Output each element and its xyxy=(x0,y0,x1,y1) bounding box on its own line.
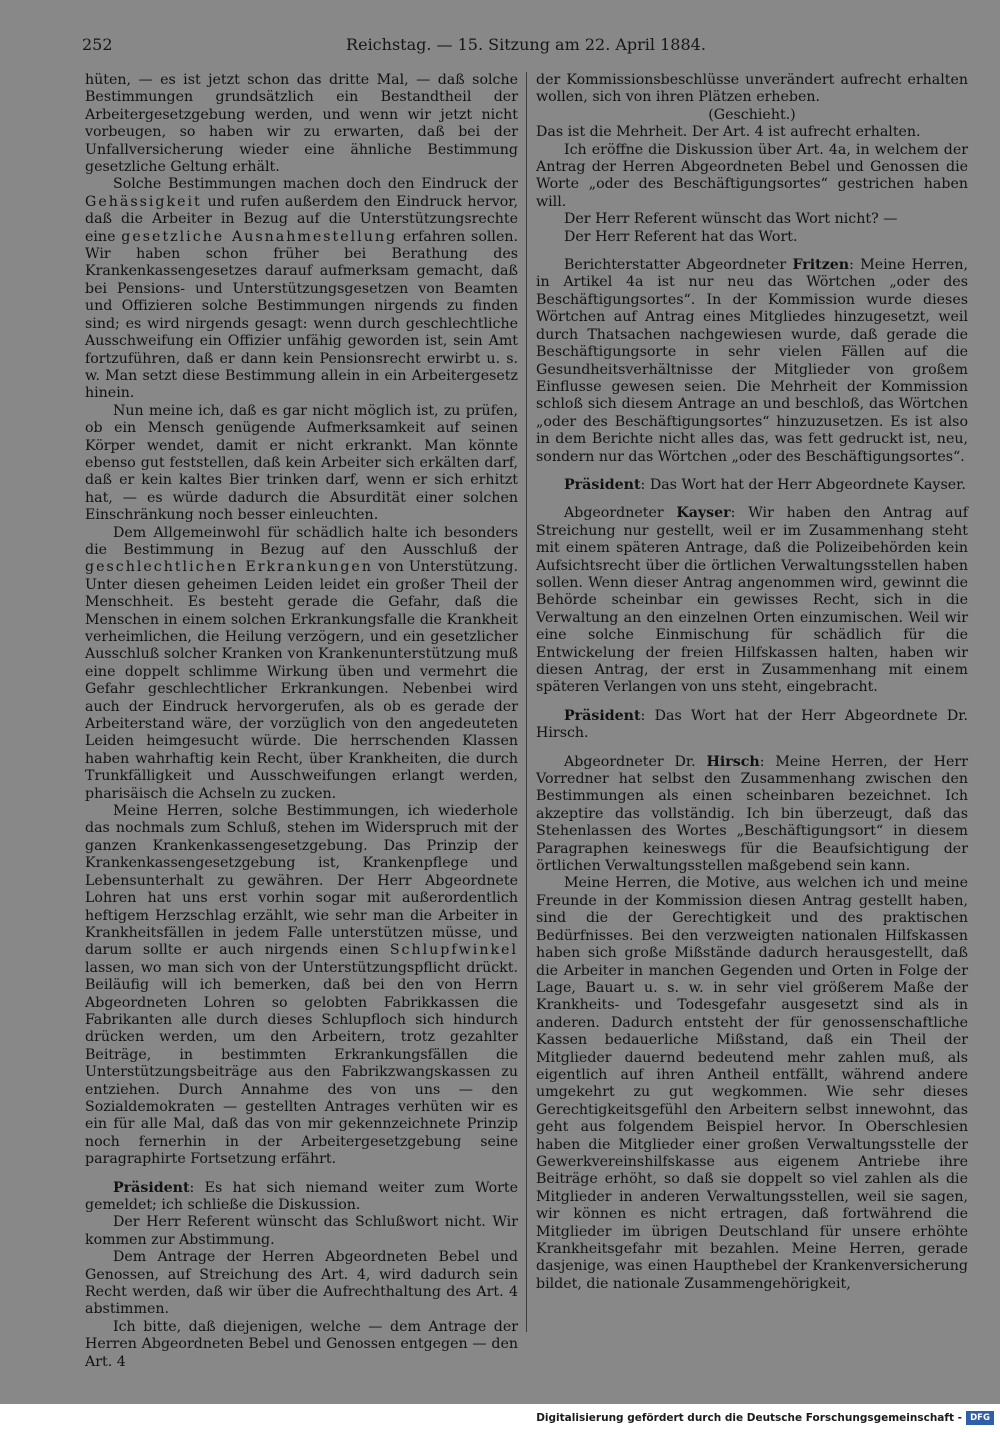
text-run: : Das Wort hat der Herr Abgeordnete Kayser. xyxy=(640,476,966,493)
paragraph: Dem Antrage der Herren Abgeordneten Bebel und Genossen, auf Streichung des Art. 4, wird dadurch sein Recht werden, daß wir über die Aufrechthaltung des Art. 4 abstimmen. xyxy=(85,1249,518,1318)
text-run: Abgeordneter xyxy=(564,505,677,522)
paragraph xyxy=(536,505,968,696)
text-run: von Unterstützung. Unter diesen geheimen Leiden leidet ein großer Theil der Menschheit. Es besteht gerade die Gefahr, daß die Menschen in einem solchen Erkrankungsfalle die Krankheit verheimlichen, die Heilung verzögern, und ein gesetzlicher Ausschluß solcher Kranken von Krankenunterstützung muß eine doppelt schlimme Wirkung üben und vermehrt die Gefahr geschlechtlicher Erkrankungen. Nebenbei wird auch der Eindruck hervorgerufen, als ob es gerade der Arbeiterstand wäre, der vorzüglich von den angedeuteten Leiden heimgesucht würde. Die herrschenden Klassen haben wahrhaftig kein Recht, über Krankheiten, die durch Trunkfälligkeit und Ausschweifungen erlangt werden, pharisäisch die Achseln zu zucken. xyxy=(85,559,518,802)
text-run: Solche Bestimmungen machen doch den Eindruck der xyxy=(113,176,518,193)
speaker-name: Präsident xyxy=(564,707,641,724)
text-run: lassen, wo man sich von der Unterstützungspflicht drückt. Beiläufig will ich bemerken, daß bei den von Herrn Abgeordneten Lohren so gelobten Fabrikkassen die Fabrikanten alle durch dieses Schlupfloch sich hindurch drücken werden, um den Arbeitern, trotz gezahlter Beiträge, in bestimmten Erkrankungsfällen die Unterstützungsbeiträge aus den Fabrikzwangskassen zu entziehen. Durch Annahme des von uns — den Sozialdemokraten — gestellten Antrages verhüten wir es ein für alle Mal, daß das von mir gekennzeichnete Prinzip noch fernerhin in der Arbeitergesetzgebung seine paragraphirte Fortsetzung erfährt. xyxy=(85,959,518,1168)
text-run: und rufen außerdem den Eindruck hervor, daß die Arbeiter in Bezug auf die Unterstützungsrechte eine xyxy=(85,193,518,245)
text-run: : Meine Herren, der Herr Vorredner hat selbst den Zusammenhang zwischen den Bestimmungen als einen scheinbaren bezeichnet. Ich akzeptire das vollständig. Ich bin überzeugt, daß das Stehenlassen des Wortes „Beschäftigungsort“ in diesem Paragraphen keineswegs für die Beaufsichtigung der örtlichen Verwaltungsstellen maßgebend sein kann. xyxy=(536,753,968,875)
text-run: Abgeordneter Dr. xyxy=(564,753,707,770)
dfg-logo: DFG xyxy=(966,1411,994,1425)
paragraph xyxy=(85,525,518,804)
spaced-emphasis: geschlechtlichen Erkrankungen xyxy=(85,559,373,576)
paragraph xyxy=(536,708,968,743)
stage-direction: (Geschieht.) xyxy=(708,106,796,123)
paragraph xyxy=(536,754,968,876)
paragraph: Das ist die Mehrheit. Der Art. 4 ist aufrecht erhalten. xyxy=(536,124,921,141)
paragraph: Der Herr Referent wünscht das Schlußwort nicht. Wir kommen zur Abstimmung. xyxy=(85,1214,518,1248)
text-run: : Wir haben den Antrag auf Streichung nur gestellt, weil er im Zusammenhang steht mit einem späteren Antrage, daß die Polizeibehörden kein Aufsichtsrecht über die örtlichen Verwaltungsstellen haben sollen. Wenn dieser Antrag angenommen wird, gewinnt die Behörde scheinbar ein gewisses Recht, sich in die Verwaltung an den einzelnen Orten einzumischen. Weil wir eine solche Einmischung für schädlich für die Entwickelung der freien Hilfskassen halten, haben wir diesen Antrag, der erst in Zusammenhang mit einem späteren Verlangen von uns steht, eingebracht. xyxy=(536,505,968,696)
paragraph: hüten, — es ist jetzt schon das dritte Mal, — daß solche Bestimmungen grundsätzlich ein Bestandtheil der Arbeitergesetzgebung werden, und wenn wir jetzt nicht vorbeugen, so haben wir zu erwarten, daß bei der Unfallversicherung wieder eine ähnliche Bestimmung gesetzliche Geltung erhält. xyxy=(85,72,518,176)
paragraph: Der Herr Referent hat das Wort. xyxy=(564,228,798,245)
page-number: 252 xyxy=(82,35,113,54)
text-run: : Es hat sich niemand weiter zum Worte gemeldet; ich schließe die Diskussion. xyxy=(85,1179,518,1213)
running-title: Reichstag. — 15. Sitzung am 22. April 1884. xyxy=(346,35,706,54)
text-run: erfahren sollen. Wir haben schon früher bei Berathung des Krankenkassengesetzes darauf aufmerksam gemacht, daß bei Pensions- und Unterstützungsgesetzen von Beamten und Offizieren solche Bestimmungen nirgends zu finden sind; es wird nirgends gesagt: wenn durch geschlechtliche Ausschweifung ein Offizier unfähig geworden ist, sein Amt fortzuführen, daß er dann kein Pensionsrecht erwirbt u. s. w. Man setzt diese Bestimmung allein in ein Arbeitergesetz hinein. xyxy=(85,228,518,402)
paragraph: Der Herr Referent wünscht das Wort nicht? — xyxy=(564,211,898,228)
text-run: : Das Wort hat der Herr Abgeordnete Dr. Hirsch. xyxy=(536,707,968,742)
paragraph xyxy=(85,803,518,1169)
text-run: : Meine Herren, in Artikel 4a ist nur neu das Wörtchen „oder des Beschäftigungsortes“. In der Kommission wurde dieses Wörtchen auf Antrag eines Mitgliedes hinzugesetzt, weil durch Thatsachen nachgewiesen wurde, daß gerade die Beschäftigungsorte in sehr vielen Fällen auf die Gesundheitsverhältnisse der Mitglieder von großem Einflusse gewesen seien. Die Mehrheit der Kommission schloß sich diesem Antrage an und beschloß, das Wörtchen „oder des Beschäftigungsortes“ hinzuzusetzen. Es ist also in dem Berichte nicht alles das, was fett gedruckt ist, neu, sondern nur das Wörtchen „oder des Beschäftigungsortes“. xyxy=(536,257,968,465)
column-divider xyxy=(526,72,527,1332)
paragraph: der Kommissionsbeschlüsse unverändert aufrecht erhalten wollen, sich von ihren Plätzen erheben. xyxy=(536,72,968,106)
paragraph xyxy=(85,1180,518,1215)
text-run: Dem Allgemeinwohl für schädlich halte ich besonders die Bestimmung in Bezug auf den Ausschluß der xyxy=(85,524,518,558)
digitization-footer xyxy=(0,1404,1000,1432)
speaker-name: Kayser xyxy=(676,505,731,522)
right-column xyxy=(536,72,968,1293)
spaced-emphasis: gesetzliche Ausnahmestellung xyxy=(121,228,398,245)
paragraph: Ich eröffne die Diskussion über Art. 4a, in welchem der Antrag der Herren Abgeordneten Bebel und Genossen die Worte „oder des Beschäftigungsortes“ gestrichen haben will. xyxy=(536,141,968,210)
paragraph xyxy=(536,477,968,494)
speaker-name: Hirsch xyxy=(706,753,760,770)
funding-credit: Digitalisierung gefördert durch die Deutsche Forschungsgemeinschaft - xyxy=(536,1412,962,1424)
paragraph: Meine Herren, die Motive, aus welchen ich und meine Freunde in der Kommission diesen Antrag gestellt haben, sind die der Gerechtigkeit und des praktischen Bedürfnisses. Bei den verzweigten nationalen Hilfskassen haben sich große Mißstände dadurch herausgestellt, daß die Arbeiter in manchen Gegenden und Orten in Folge der Lage, Bauart u. s. w. in sehr viel größerem Maße der Krankheits- und Todesgefahr ausgesetzt sind als in anderen. Dadurch entsteht der für genossenschaftliche Kassen bedauerliche Mißstand, daß ein Theil der Mitglieder dauernd bedeutend mehr zahlen muß, als eigentlich auf ihren Antheil entfällt, während andere umgekehrt zu gut wegkommen. Wie sehr dieses Gerechtigkeitsgefühl den Arbeitern selbst innewohnt, das geht aus folgendem Beispiel hervor. In Oberschlesien haben die Mitglieder einer großen Verwaltungsstelle der Gewerkvereinshilfskasse aus eigenem Antriebe ihre Beiträge erhöht, so daß sie doppelt so viel zahlen als die Mitglieder in anderen Verwaltungsstellen, weil sie sagen, wir können es nicht ertragen, daß fortwährend die Mitglieder im übrigen Deutschland für unsere erhöhte Krankheitsgefahr mit bezahlen. Meine Herren, gerade dasjenige, was einen Haupthebel der Krankenversicherung bildet, die nationale Zusammengehörigkeit, xyxy=(536,875,968,1292)
paragraph: Ich bitte, daß diejenigen, welche — dem Antrage der Herren Abgeordneten Bebel und Genossen entgegen — den Art. 4 xyxy=(85,1318,518,1370)
spaced-emphasis: Gehässigkeit xyxy=(85,193,202,210)
text-run: Meine Herren, solche Bestimmungen, ich wiederhole das nochmals zum Schluß, stehen im Widerspruch mit der ganzen Krankenkassengesetzgebung. Das Prinzip der Krankenkassengesetzgebung ist, Krankenpflege und Lebensunterhalt zu gewähren. Der Herr Abgeordnete Lohren hat uns erst vorhin sogar mit außerordentlich heftigem Herzschlag erzählt, wie sehr man die Arbeiter in Krankheitsfällen in jedem Falle unterstützen müsse, und darum sollte er auch nirgends einen xyxy=(85,803,518,959)
speaker-name: Präsident xyxy=(564,476,641,493)
page-header xyxy=(82,33,970,59)
speaker-name: Präsident xyxy=(113,1179,190,1196)
left-column xyxy=(85,72,518,1371)
paragraph xyxy=(536,257,968,466)
spaced-emphasis: Schlupfwinkel xyxy=(389,942,518,959)
paragraph: Nun meine ich, daß es gar nicht möglich ist, zu prüfen, ob ein Mensch genügende Aufmerksamkeit auf seinen Körper wendet, damit er nicht erkrankt. Man könnte ebenso gut feststellen, daß kein Arbeiter sich erkälten darf, daß er kein kaltes Bier trinken darf, wenn er sich erhitzt hat, — es würde dadurch die Absurdität einer solchen Einschränkung noch besser einleuchten. xyxy=(85,402,518,524)
paragraph xyxy=(85,176,518,402)
text-run: Berichterstatter Abgeordneter xyxy=(564,257,793,274)
speaker-name: Fritzen xyxy=(792,257,850,274)
